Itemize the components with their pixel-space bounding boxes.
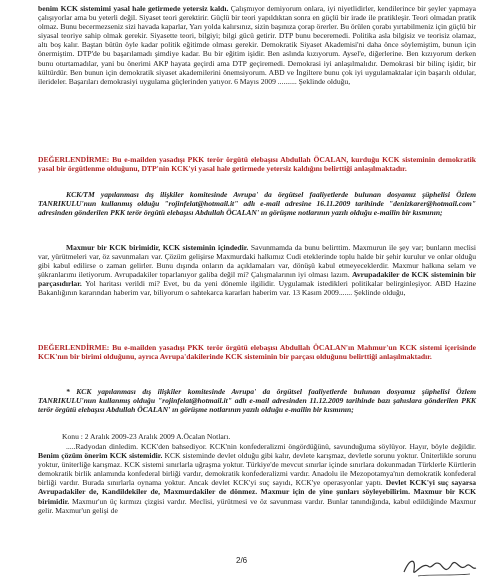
body-text: Savunmamda da bunu belirttim. Maxmurun ile şey var; bunların meclisi var, yürütmeleri var, öz savunmaları var. Çözüm gelişirse Maxmurdaki halkımız Cudi eteklerinde toplu halde bir şehir kurulur ve onlar olduğu gibi kabul edilirse o zaman gelirler. Bunu dışında onların da açıklamaları var, dönüşü kabul etmeyeceklerdir. Maxmur halkına selam ve şükranlarımı iletiyorum. Avrupadakiler toparlanıyor galiba değil mi? Çalışmalarının iyi olması lazım. [38, 243, 476, 280]
email-intro-1: KCK/TM yapılanması dış ilişkiler komitesinde Avrupa' da örgütsel faaliyetlerde bulunan dosyamız şüphelisi Özlem TANRIKULU'nun kullanmış olduğu "rojinfelat@hotmail.it" adlı e-mail adresine 16.11.2009 tarihinde "denizkarer@hotmail.com" adresinden gönderilen PKK terör örgütü elebaşısı Abdullah ÖCALAN' ın görüşme notlarının yazılı olduğu e-mailin bir kısmının; [38, 190, 476, 218]
paragraph-maxmur [38, 243, 476, 298]
body-text: Maxmur'un üç kırmızı çizgisi vardır. Meclisi, yürütmesi ve öz savunması vardır. Bunlar tanındığında, kabul edildiğinde Maxmur gelir. Maxmur'un gelişi de [38, 496, 476, 515]
body-text: .....Radyodan dinledim. KCK'den bahsediyor. KCK'nin konfederalizmi öngördüğünü, savunduğuma söylüyor. Hayır, böyle değildir. [66, 442, 476, 451]
body-text: Çalışmıyor demiyorum onlara, iyi niyetlidirler, kendilerince bir şeyler yapmaya çalışıyorlar ama bu yeterli değil. Siyaset teori gerektirir. Güçlü bir teori yapıldıktan sonra en güçlü bir irade ile pratikleşir. Teori olmadan pratik olmaz. Bunu becermezseniz sizi havada kaparlar, Yarı yolda kalırsınız, sizin başınıza çorap örerler. Bu örülen çorabı yırtabilmeniz için güçlü bir siyasal teoriye sahip olmak gerekir. Siyasette teori, bilgiyi; bilgi gücü getirir. DTP bunu beceremedi. Politika asla bilgisiz ve teorisiz olamaz, altı boş kalır. Baştan bütün öyle kadar politik eğitimde olması gerekir. Demokratik Siyaset Akademisi'ni daha önce söylemiştim, bunun için önermiştim. DTP'de bu başarılamadı şimdiye kadar. Bu bir eğitim işidir. Ben aslında kızıyorum. Aysel'e, diğerlerine. Ben kızıyorum derken bunu oturtamadılar, yani bu önerimi AKP hayata geçirdi ama DTP geçiremedi. Demokrasi iyi anlaşılmalıdır. Demokrasi bir bilinç işidir, bir kültürdür. Ben bunun için demokratik siyaset akademilerini önemsiyorum. ABD ve İngiltere bunu çok iyi uygulamaktalar için başarılı oldular, ilerideler. Başarıları demokrasiyi uygulama güçlerinden yatıyor. 6 Mayıs 2009 .......... Şeklinde olduğu, [38, 4, 476, 86]
body-text: Yol haritası verildi mi? Evet, bu da yeni dönemle ilgilidir. Uygulamak istedikleri politikalar belirginleşiyor. ABD Hazine Bakanlığının kararından haberim var, biliyorum o sahtekarca kararları haberim var. 13 Kasım 2009....... Şeklinde olduğu, [38, 279, 476, 298]
evaluation-1: DEĞERLENDİRME: Bu e-mailden yasadışı PKK terör örgütü elebaşısı Abdullah ÖCALAN, kurduğu KCK sisteminin demokratik yasal bir örgütlenme olduğunu, DTP'nin KCK'yi yasal hale getirmede yetersiz kaldığını belirttiği anlaşılmaktadır. [38, 155, 476, 174]
state-bold-text: Devlet KCK'yi suç sayarsa Avrupadakiler de, Kandildekiler de, Maxmurdakiler de dönmez. Maxmur için de yine şunları söyleyebilirim. Maxmur bir KCK birimidir. [38, 478, 476, 506]
europe-bold-text: Avrupadakiler de KCK sisteminin bir parçasıdırlar. [38, 270, 477, 289]
handwritten-signature [400, 552, 478, 580]
paragraph-kck-theory [38, 4, 476, 86]
page-number: 2/6 [236, 556, 248, 565]
evaluation-2: DEĞERLENDİRME: Bu e-mailden yasadışı PKK terör örgütü elebaşısı Abdullah ÖCALAN'ın Mahmur'un KCK sistemi içerisinde KCK'nın bir birimi olduğunu, ayrıca Avrupa'dakilerinde KCK sisteminin bir parçası olduğunu belirttiği anlaşılmaktadır. [38, 343, 476, 362]
solution-bold-text: Benim çözüm önerim KCK sistemidir. [38, 451, 163, 461]
subject-line: Konu : 2 Aralık 2009-23 Aralık 2009 A.Öcalan Notları. [62, 432, 231, 441]
paragraph-kck-confederal [38, 442, 476, 515]
email-intro-2: * KCK yapılanması dış ilişkiler komitesinde Avrupa' da örgütsel faaliyetlerde bulunan dosyamız şüphelisi Özlem TANRIKULU'nun kullanmış olduğu "rojinfelat@hotmail.it" adlı e-mail adresinden 11.12.2009 tarihinde bazı şahıslara gönderilen PKK terör örgütü elebaşısı Abdullah ÖCALAN' ın görüşme notlarının yazılı olduğu e-mailin bir kısmının; [38, 387, 476, 415]
lead-bold-text: benim KCK sistemimi yasal hale getirmede yetersiz kaldı. [38, 4, 229, 13]
body-text: KCK sisteminde devlet olduğu gibi kalır, devlete karışmaz, devletle sorunu yoktur. Üniterlikle sorunu yoktur, üniterliğe karışmaz. KCK sistemi sınırlarla uğraşma yoktur. Türkiye'de mevcut sınırlar içinde sınırlara dokunmadan Türklerle Kürtlerin demokratik birlik anlamında konfederal birliği vardır, demokratik konfederalizmi vardır. Anadolu ile Mezopotamya'nın demokratik konfederal birliği vardır. Burada sınırlarla oynama yoktur. Ancak devlet KCK'yi suç sayıdı, KCK'ye operasyonlar yaptı. [38, 451, 477, 488]
maxmur-bold-lead: Maxmur bir KCK birimidir, KCK sisteminin içindedir. [66, 243, 249, 252]
